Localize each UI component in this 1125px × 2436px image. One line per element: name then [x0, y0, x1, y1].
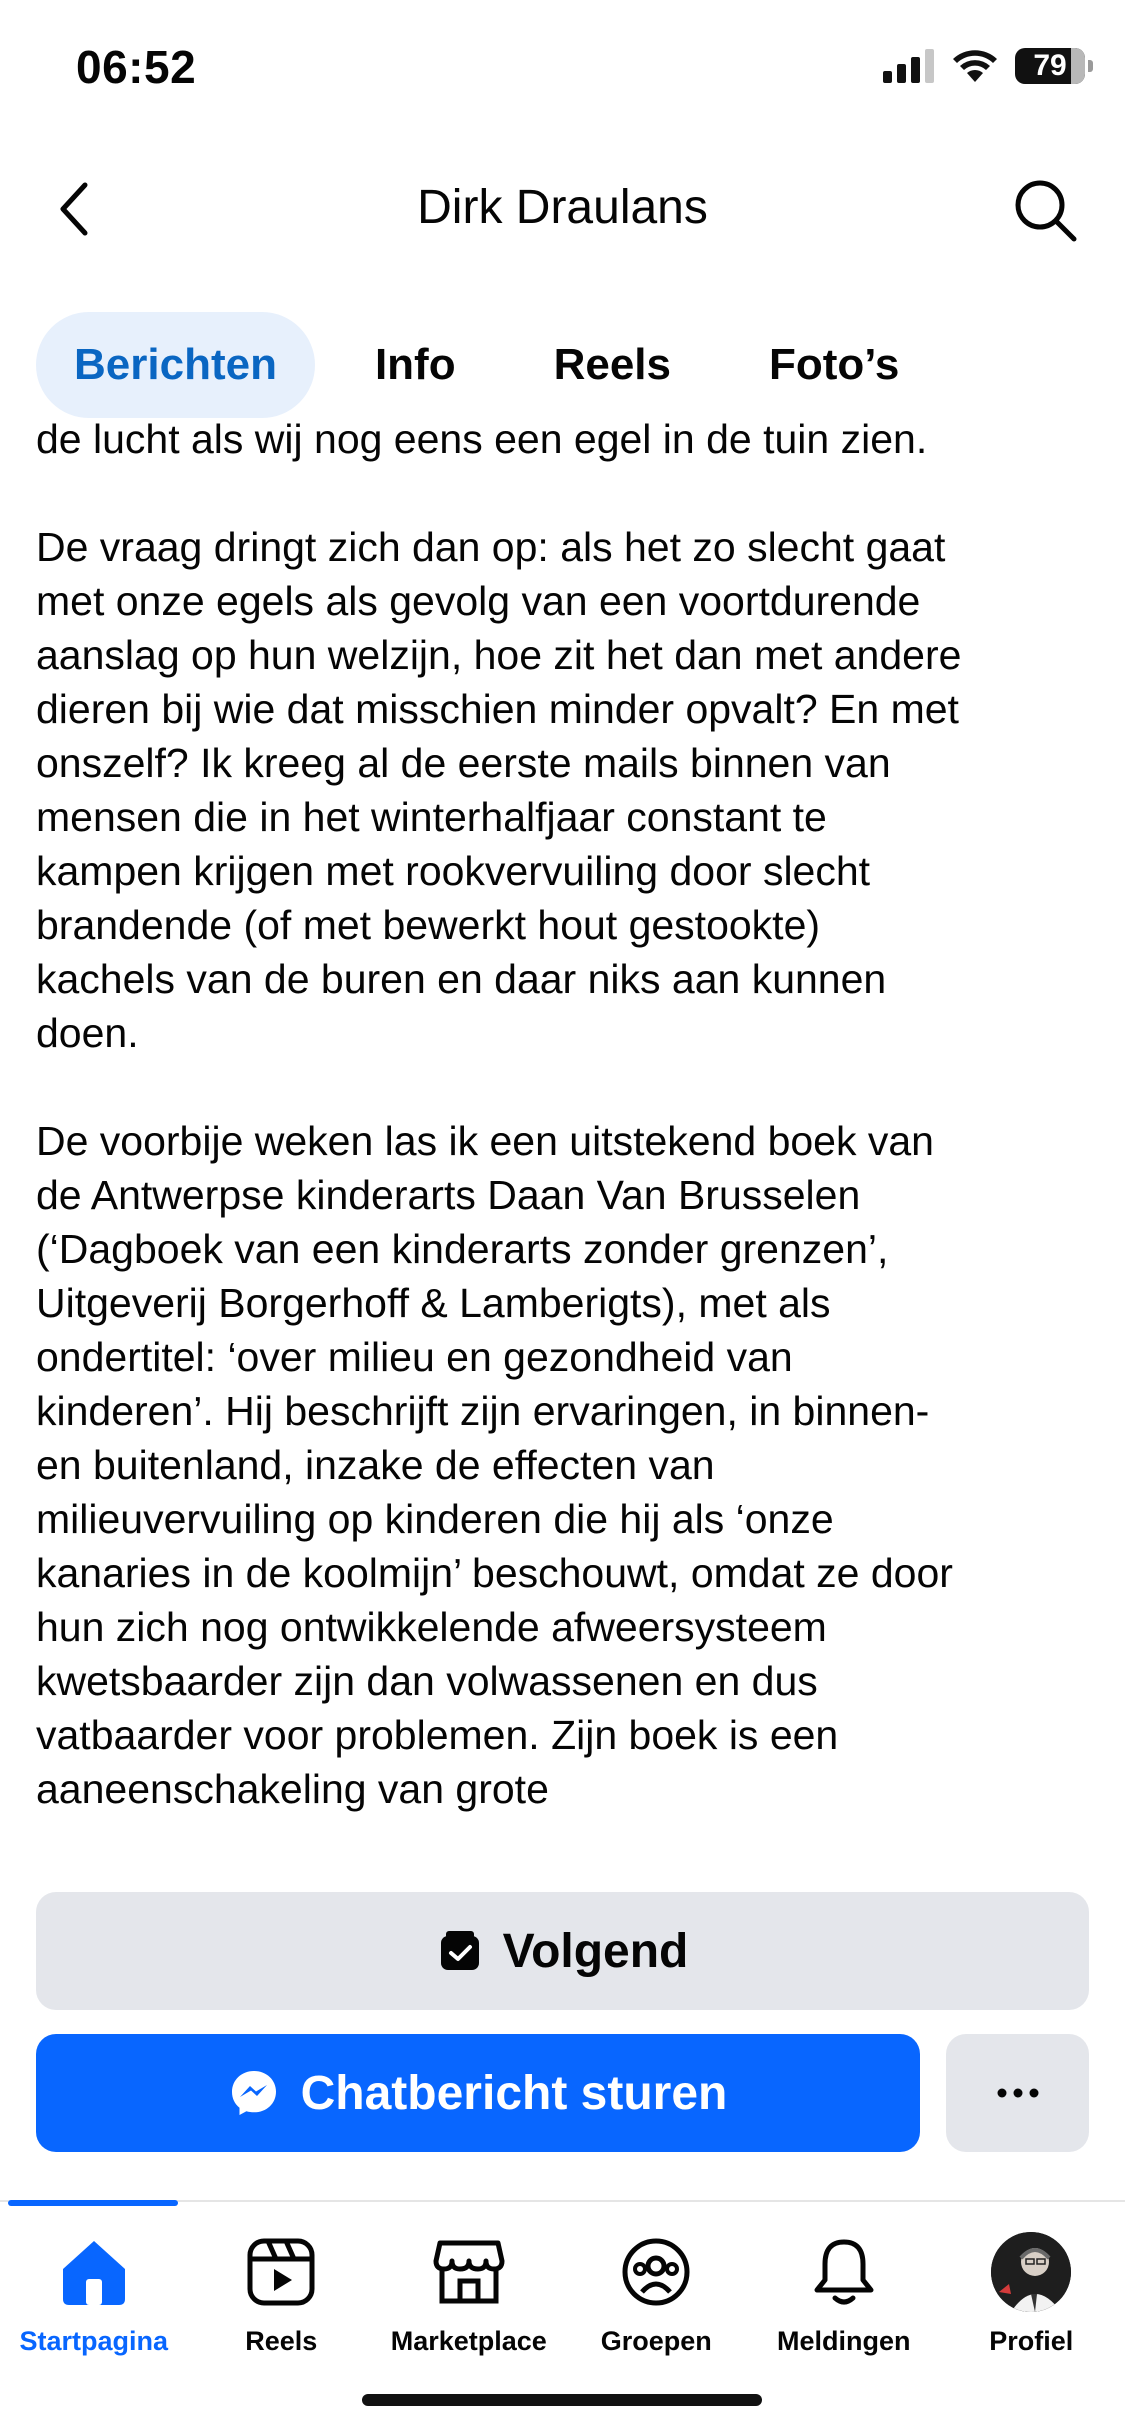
nav-item-startpagina[interactable]	[0, 2232, 188, 2357]
post-paragraph	[36, 1114, 1096, 1816]
post-text-line: kachels van de buren en daar niks aan kunnen	[36, 956, 887, 1002]
page-header	[0, 150, 1125, 270]
nav-label: Groepen	[600, 2326, 712, 2356]
post-text-line: kanaries in de koolmijn’ beschouwt, omdat ze door	[36, 1550, 953, 1596]
post-text-line: mensen die in het winterhalfjaar constant te	[36, 794, 827, 840]
post-text-line: dieren bij wie dat misschien minder opvalt? En met	[36, 686, 959, 732]
nav-label: Profiel	[989, 2326, 1074, 2356]
nav-label: Marketplace	[390, 2326, 547, 2356]
post-text-line: de lucht als wij nog eens een egel in de tuin zien.	[36, 420, 928, 462]
battery-level: 79	[1033, 49, 1067, 82]
active-tab-indicator	[8, 2200, 178, 2206]
nav-label: Meldingen	[777, 2326, 911, 2356]
nav-item-profiel[interactable]	[938, 2232, 1125, 2357]
post-text-line: kwetsbaarder zijn dan volwassenen en dus	[36, 1658, 818, 1704]
post-text-line: kampen krijgen met rookvervuiling door slecht	[36, 848, 871, 894]
avatar	[991, 2232, 1071, 2312]
post-text-line: De vraag dringt zich dan op: als het zo slecht gaat	[36, 524, 946, 570]
reels-icon	[246, 2237, 316, 2307]
page-title: Dirk Draulans	[417, 181, 708, 234]
wifi-icon	[951, 48, 999, 84]
nav-item-reels[interactable]	[188, 2232, 376, 2357]
search-button[interactable]	[1005, 170, 1085, 250]
nav-label: Startpagina	[19, 2326, 169, 2356]
post-paragraph	[36, 520, 1096, 1060]
post-text-line: brandende (of met bewerkt hout gestookte)	[36, 902, 821, 948]
tab-info[interactable]: Info	[374, 340, 456, 389]
battery-icon	[1015, 48, 1085, 84]
nav-label: Reels	[245, 2326, 318, 2356]
more-dots-icon	[996, 2087, 1040, 2099]
send-message-label: Chatbericht sturen	[300, 2066, 728, 2120]
send-message-button[interactable]	[36, 2034, 920, 2152]
status-time: 06:52	[76, 41, 197, 93]
post-text-line: de Antwerpse kinderarts Daan Van Brusselen	[36, 1172, 861, 1218]
post-text-line: en buitenland, inzake de effecten van	[36, 1442, 715, 1488]
tab-berichten[interactable]: Berichten	[36, 312, 315, 418]
messenger-icon	[229, 2068, 279, 2118]
post-text-line: De voorbije weken las ik een uitstekend boek van	[36, 1118, 934, 1164]
post-paragraph	[36, 420, 1096, 466]
post-text-line: onszelf? Ik kreeg al de eerste mails binnen van	[36, 740, 891, 786]
marketplace-icon	[432, 2237, 506, 2307]
status-bar	[0, 0, 1125, 140]
following-check-icon	[437, 1928, 483, 1974]
following-button[interactable]	[36, 1892, 1089, 2010]
following-label: Volgend	[502, 1924, 689, 1978]
post-text-line: Uitgeverij Borgerhoff & Lamberigts), met als	[36, 1280, 831, 1326]
groups-icon	[620, 2236, 692, 2308]
search-icon	[1010, 175, 1080, 245]
post-text	[36, 420, 1096, 1840]
cellular-signal-icon	[883, 49, 935, 83]
post-text-line: met onze egels als gevolg van een voortdurende	[36, 578, 921, 624]
post-text-line: aaneenschakeling van grote	[36, 1766, 549, 1812]
post-text-line: doen.	[36, 1010, 139, 1056]
home-icon	[57, 2235, 131, 2309]
post-text-line: milieuvervuiling op kinderen die hij als ‘onze	[36, 1496, 834, 1542]
post-text-line: hun zich nog ontwikkelende afweersysteem	[36, 1604, 827, 1650]
tab-reels[interactable]: Reels	[553, 340, 672, 389]
bell-icon	[811, 2236, 877, 2308]
more-options-button[interactable]	[946, 2034, 1089, 2152]
status-icons	[883, 48, 1085, 84]
post-text-line: aanslag op hun welzijn, hoe zit het dan met andere	[36, 632, 962, 678]
profile-tabs	[36, 312, 959, 418]
nav-item-meldingen[interactable]	[750, 2232, 938, 2357]
tab-fotos[interactable]: Foto’s	[769, 340, 900, 389]
post-text-line: ondertitel: ‘over milieu en gezondheid van	[36, 1334, 793, 1380]
post-content	[0, 420, 1125, 1840]
post-text-line: (‘Dagboek van een kinderarts zonder grenzen’,	[36, 1226, 889, 1272]
post-text-line: vatbaarder voor problemen. Zijn boek is een	[36, 1712, 839, 1758]
nav-item-marketplace[interactable]	[375, 2232, 563, 2357]
post-text-line: kinderen’. Hij beschrijft zijn ervaringen, in binnen-	[36, 1388, 930, 1434]
nav-item-groepen[interactable]	[563, 2232, 751, 2357]
home-indicator	[362, 2394, 762, 2406]
